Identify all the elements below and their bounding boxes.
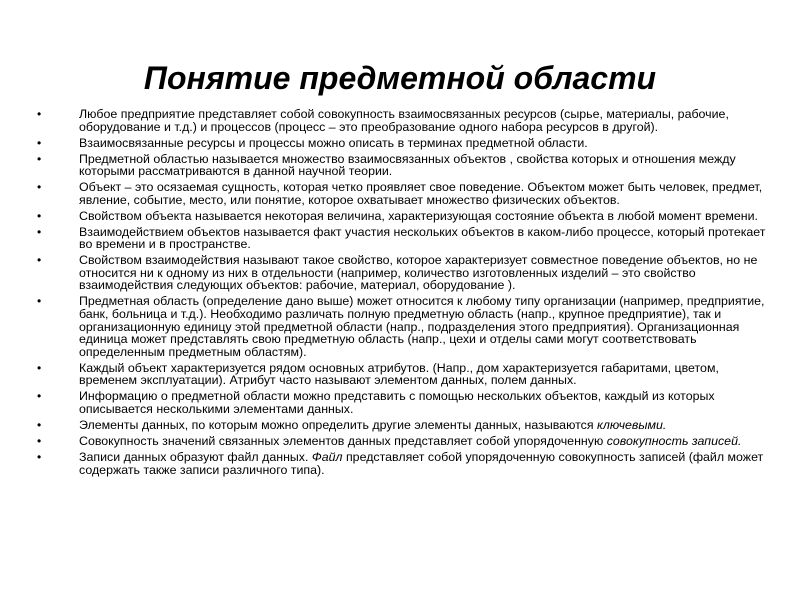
list-item-text: Свойством взаимодействия называют такое свойство, которое характеризует совместное поведение объектов, но не относится ни к одному из них в отдельности (например, количество изготовленных изделий – это свойство взаимодействия следующих объектов: рабочие, материал, оборудование ).: [79, 253, 758, 293]
bullet-icon: •: [37, 417, 42, 432]
bullet-icon: •: [37, 360, 42, 375]
list-item-text: Взаимодействием объектов называется факт участия нескольких объектов в каком-либо процессе, который протекает во времени и в пространстве.: [79, 224, 766, 252]
list-item: [37, 389, 769, 416]
list-item: [37, 135, 769, 150]
list-item: [37, 253, 769, 293]
list-item-text: Каждый объект характеризуется рядом основных атрибутов. (Напр., дом характеризуется габаритами, цветом, временем эксплуатации). Атрибут часто называют элементом данных, полем данных.: [79, 360, 719, 388]
list-item: [37, 417, 769, 432]
list-item-text: Любое предприятие представляет собой совокупность взаимосвязанных ресурсов (сырье, материалы, рабочие, оборудование и т.д.) и процессов (процесс – это преобразование одного набора ресурсов в другой).: [79, 107, 729, 134]
list-item-text: Предметной областью называется множество взаимосвязанных объектов , свойства которых и отношения между которыми рассматриваются в данной научной теории.: [79, 151, 736, 179]
list-item: [37, 449, 769, 477]
slide-title: Понятие предметной области: [143, 60, 657, 96]
emphasis-text: совокупность записей.: [606, 433, 742, 448]
bullet-icon: •: [37, 389, 42, 404]
bullet-icon: •: [37, 208, 42, 223]
list-item: [37, 360, 769, 388]
list-item-text: Объект – это осязаемая сущность, которая четко проявляет свое поведение. Объектом может быть человек, предмет, явление, событие, место, или понятие, которое охватывает множество физических объектов.: [79, 180, 763, 207]
bullet-icon: •: [37, 449, 42, 464]
list-item: [37, 294, 769, 359]
list-item-text: Записи данных образуют файл данных.: [79, 449, 312, 464]
list-item: [37, 433, 769, 448]
list-item-text: Информацию о предметной области можно представить с помощью нескольких объектов, каждый из которых описывается несколькими элементами данных.: [79, 389, 715, 416]
list-item: [37, 151, 769, 179]
bullet-icon: •: [37, 107, 42, 121]
emphasis-text: ключевыми.: [596, 417, 667, 432]
list-item: [37, 208, 769, 223]
list-item-text: Предметная область (определение дано выше) может относится к любому типу организации (например, предприятие, банк, больница и т.д.). Необходимо различать полную предметную область (напр., крупное предприятие), так и организационную единицу этой предметной области (напр., подразделения этого предприятия). Организационная единица может представлять свою предметную область (напр., цехи и отделы сами могут соответствовать определенным предметным областям).: [79, 294, 765, 359]
bullet-icon: •: [37, 253, 42, 268]
list-item-text: Элементы данных, по которым можно определить другие элементы данных, называются: [79, 417, 597, 432]
bullet-icon: •: [37, 180, 42, 195]
bullet-list: [37, 107, 769, 480]
list-item-text: Взаимосвязанные ресурсы и процессы можно описать в терминах предметной области.: [79, 135, 588, 150]
list-item: [37, 224, 769, 252]
bullet-icon: •: [37, 294, 42, 309]
bullet-icon: •: [37, 151, 42, 166]
bullet-icon: •: [37, 224, 42, 239]
list-item-text-after: представляет собой упорядоченную совокупность записей (файл может содержать также записи различного типа).: [79, 449, 764, 477]
list-item-text: Совокупность значений связанных элементов данных представляет собой упорядоченную: [79, 433, 607, 448]
emphasis-text: Файл: [311, 449, 343, 464]
bullet-icon: •: [37, 135, 42, 150]
list-item: [37, 107, 769, 134]
list-item-text: Свойством объекта называется некоторая величина, характеризующая состояние объекта в любой момент времени.: [79, 208, 758, 223]
bullet-icon: •: [37, 433, 42, 448]
list-item: [37, 180, 769, 207]
